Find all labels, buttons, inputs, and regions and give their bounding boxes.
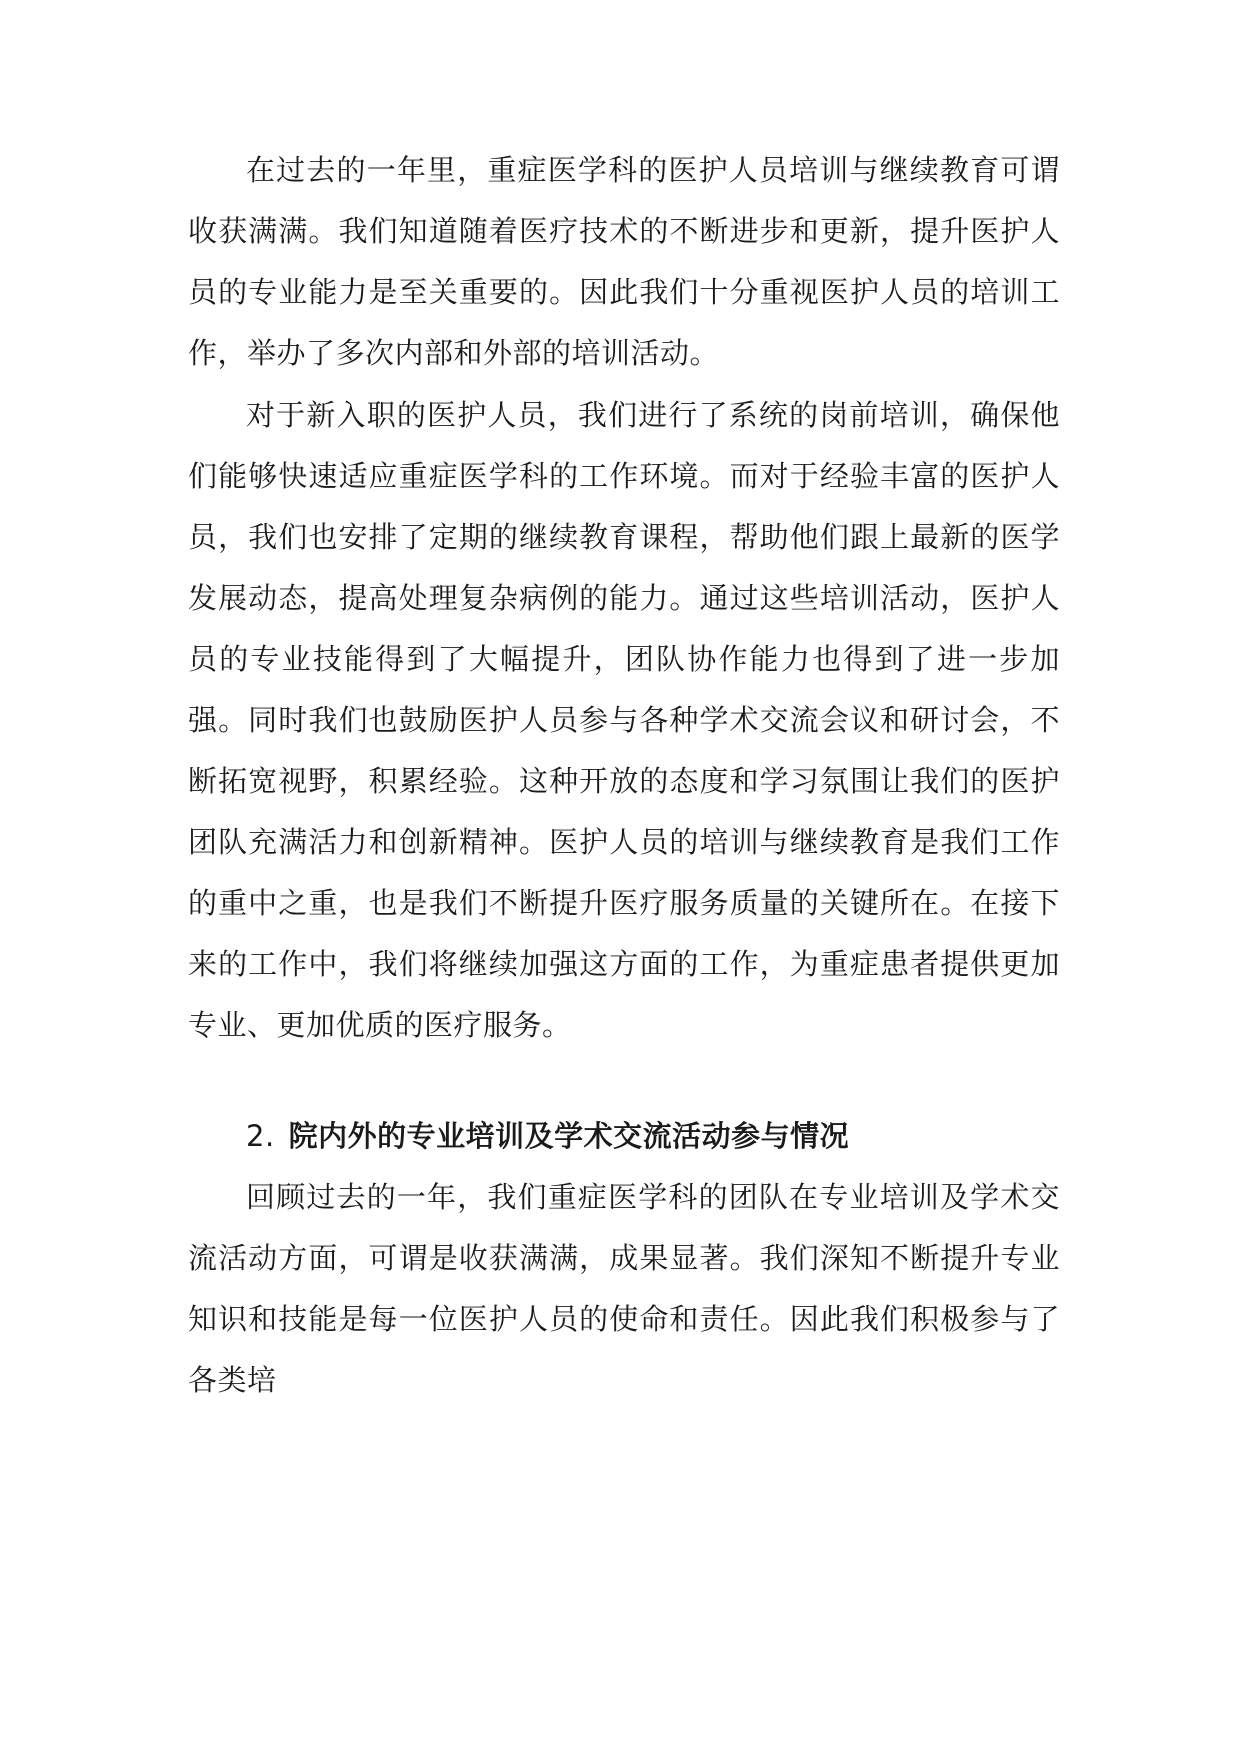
paragraph-training-summary: 在过去的一年里，重症医学科的医护人员培训与继续教育可谓收获满满。我们知道随着医疗技术的不断进步和更新，提升医护人员的专业能力是至关重要的。因此我们十分重视医护人员的培训工作，举办了多次内部和外部的培训活动。 — [188, 153, 1060, 370]
section-title: 院内外的专业培训及学术交流活动参与情况 — [288, 1119, 850, 1153]
document-page — [188, 140, 1060, 1411]
paragraph-review: 回顾过去的一年，我们重症医学科的团队在专业培训及学术交流活动方面，可谓是收获满满，成果显著。我们深知不断提升专业知识和技能是每一位医护人员的使命和责任。因此我们积极参与了各类培 — [188, 1180, 1060, 1397]
section-heading — [188, 1106, 1060, 1167]
paragraph-new-staff-training: 对于新入职的医护人员，我们进行了系统的岗前培训，确保他们能够快速适应重症医学科的工作环境。而对于经验丰富的医护人员，我们也安排了定期的继续教育课程，帮助他们跟上最新的医学发展动态，提高处理复杂病例的能力。通过这些培训活动，医护人员的专业技能得到了大幅提升，团队协作能力也得到了进一步加强。同时我们也鼓励医护人员参与各种学术交流会议和研讨会，不断拓宽视野，积累经验。这种开放的态度和学习氛围让我们的医护团队充满活力和创新精神。医护人员的培训与继续教育是我们工作的重中之重，也是我们不断提升医疗服务质量的关键所在。在接下来的工作中，我们将继续加强这方面的工作，为重症患者提供更加专业、更加优质的医疗服务。 — [188, 398, 1060, 1042]
section-number: 2. — [246, 1119, 275, 1153]
